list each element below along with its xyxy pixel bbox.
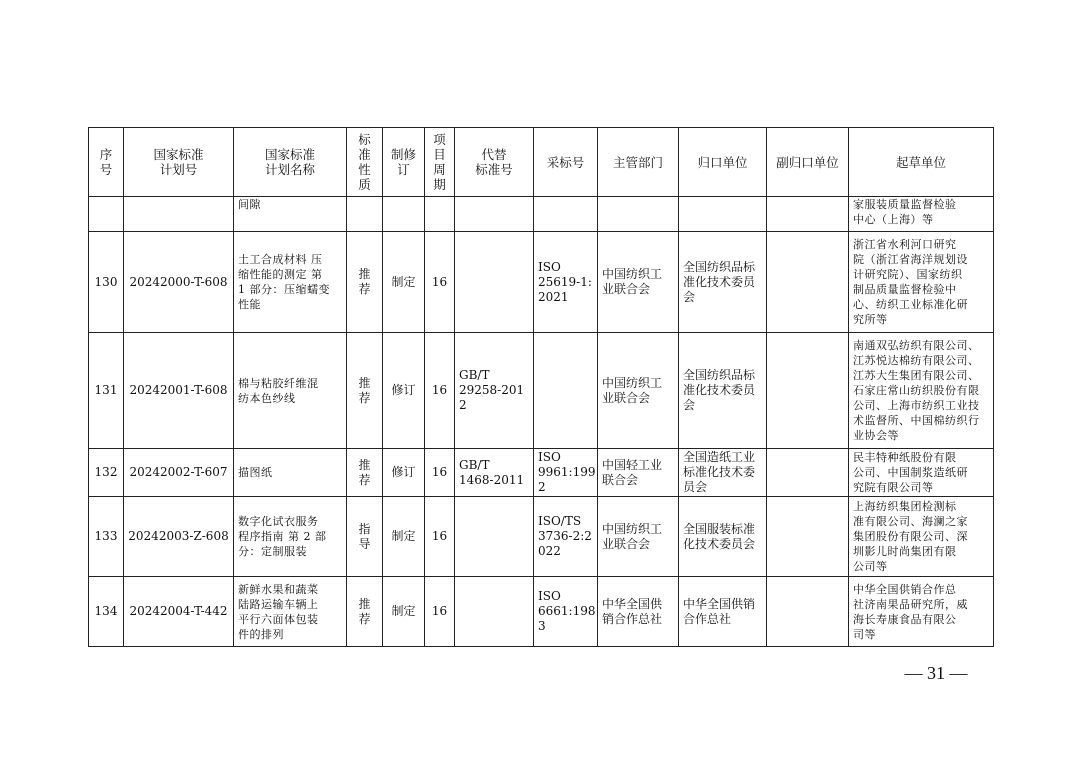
cell-drafters: 民丰特种纸股份有限 公司、中国制浆造纸研 究院有限公司等 [849, 449, 994, 497]
cell-revise: 制定 [383, 232, 425, 333]
header-nature: 标 准 性 质 [347, 128, 383, 197]
table-row [89, 333, 994, 449]
cell-nature: 推 荐 [347, 449, 383, 497]
header-row [89, 128, 994, 197]
cell-adopted [534, 333, 598, 449]
cell-sub-tc [767, 449, 849, 497]
cell-name: 新鲜水果和蔬菜 陆路运输车辆上 平行六面体包装 件的排列 [234, 577, 347, 647]
cell-cycle: 16 [425, 333, 455, 449]
table-row [89, 449, 994, 497]
cell-tc: 全国造纸工业 标准化技术委 员会 [679, 449, 767, 497]
table-row [89, 232, 994, 333]
cell-nature: 指 导 [347, 497, 383, 577]
cell-nature: 推 荐 [347, 577, 383, 647]
cell-no: 132 [89, 449, 124, 497]
cell-cycle: 16 [425, 577, 455, 647]
cell [598, 197, 679, 232]
cell-dept: 中国轻工业 联合会 [598, 449, 679, 497]
cell-adopted: ISO 9961:199 2 [534, 449, 598, 497]
cell-adopted: ISO 25619-1: 2021 [534, 232, 598, 333]
cell-replaces: GB/T 1468-2011 [455, 449, 534, 497]
cell [124, 197, 234, 232]
cell-adopted: ISO 6661:198 3 [534, 577, 598, 647]
cell [767, 197, 849, 232]
cell-revise: 制定 [383, 577, 425, 647]
cell-revise: 制定 [383, 497, 425, 577]
cell-sub-tc [767, 577, 849, 647]
cell-name: 描图纸 [234, 449, 347, 497]
cell-name: 数字化试衣服务 程序指南 第 2 部 分：定制服装 [234, 497, 347, 577]
cell-drafters: 南通双弘纺织有限公司、 江苏悦达棉纺有限公司、 江苏大生集团有限公司、 石家庄常山纺织股份有限 公司、上海市纺织工业技 术监督所、中国棉纺织行 业协会等 [849, 333, 994, 449]
cell-name: 土工合成材料 压 缩性能的测定 第 1 部分：压缩蠕变 性能 [234, 232, 347, 333]
cell-tc: 全国纺织品标 准化技术委员 会 [679, 333, 767, 449]
standards-plan-table [88, 127, 994, 647]
cell-no: 131 [89, 333, 124, 449]
cell-revise: 修订 [383, 333, 425, 449]
cell-sub-tc [767, 232, 849, 333]
cell-replaces [455, 232, 534, 333]
header-revise: 制修 订 [383, 128, 425, 197]
cell-tc: 全国纺织品标 准化技术委员 会 [679, 232, 767, 333]
cell-plan-no: 20242002-T-607 [124, 449, 234, 497]
cell-name: 棉与粘胶纤维混 纺本色纱线 [234, 333, 347, 449]
cell [347, 197, 383, 232]
cell-tc: 全国服装标准 化技术委员会 [679, 497, 767, 577]
cell-nature: 推 荐 [347, 232, 383, 333]
cell [455, 197, 534, 232]
cell-revise: 修订 [383, 449, 425, 497]
cell-cycle: 16 [425, 232, 455, 333]
cell [425, 197, 455, 232]
cell-tc: 中华全国供销 合作总社 [679, 577, 767, 647]
cell-dept: 中华全国供 销合作总社 [598, 577, 679, 647]
cell-plan-no: 20242004-T-442 [124, 577, 234, 647]
table-row [89, 497, 994, 577]
header-cycle: 项 目 周 期 [425, 128, 455, 197]
cell-cycle: 16 [425, 497, 455, 577]
cell-drafters: 家服装质量监督检验 中心（上海）等 [849, 197, 994, 232]
cell-sub-tc [767, 333, 849, 449]
cell-plan-no: 20242003-Z-608 [124, 497, 234, 577]
header-tc: 归口单位 [679, 128, 767, 197]
cell-nature: 推 荐 [347, 333, 383, 449]
header-no: 序 号 [89, 128, 124, 197]
header-dept: 主管部门 [598, 128, 679, 197]
cell-replaces [455, 577, 534, 647]
cell-drafters: 浙江省水利河口研究 院（浙江省海洋规划设 计研究院）、国家纺织 制品质量监督检验中 心、纺织工业标准化研 究所等 [849, 232, 994, 333]
cell-dept: 中国纺织工 业联合会 [598, 333, 679, 449]
cell-drafters: 中华全国供销合作总 社济南果品研究所，威 海长寿康食品有限公 司等 [849, 577, 994, 647]
page-number: — 31 — [904, 663, 968, 683]
cell-no: 133 [89, 497, 124, 577]
cell-no: 130 [89, 232, 124, 333]
cell-replaces [455, 497, 534, 577]
cell [679, 197, 767, 232]
header-plan-name: 国家标准 计划名称 [234, 128, 347, 197]
cell-no: 134 [89, 577, 124, 647]
cell-dept: 中国纺织工 业联合会 [598, 232, 679, 333]
cell-drafters: 上海纺织集团检测标 准有限公司、海澜之家 集团股份有限公司、深 圳影儿时尚集团有限 公司等 [849, 497, 994, 577]
continuation-row [89, 197, 994, 232]
cell-name: 间隙 [234, 197, 347, 232]
cell-dept: 中国纺织工 业联合会 [598, 497, 679, 577]
header-plan-no: 国家标准 计划号 [124, 128, 234, 197]
header-drafters: 起草单位 [849, 128, 994, 197]
table-row [89, 577, 994, 647]
cell-plan-no: 20242000-T-608 [124, 232, 234, 333]
header-replaces: 代替 标准号 [455, 128, 534, 197]
cell-plan-no: 20242001-T-608 [124, 333, 234, 449]
cell [383, 197, 425, 232]
cell [89, 197, 124, 232]
cell-adopted: ISO/TS 3736-2:2 022 [534, 497, 598, 577]
cell-cycle: 16 [425, 449, 455, 497]
cell-sub-tc [767, 497, 849, 577]
cell [534, 197, 598, 232]
header-adopted: 采标号 [534, 128, 598, 197]
header-sub-tc: 副归口单位 [767, 128, 849, 197]
cell-replaces: GB/T 29258-201 2 [455, 333, 534, 449]
